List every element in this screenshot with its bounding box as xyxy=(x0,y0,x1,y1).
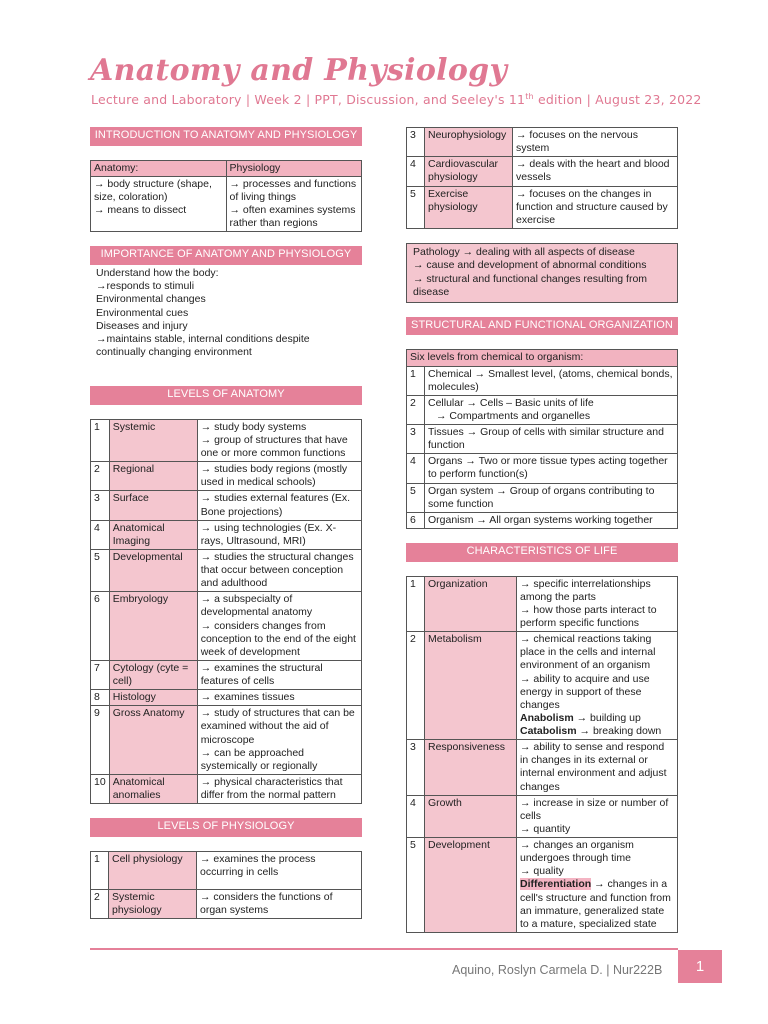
structural-header: Six levels from chemical to organism: xyxy=(407,350,678,366)
table-row: 5 Development → changes an organism undergoes through time → quality Differentiation → changes in a cell's structure and function from an immature, generalized state to a mature, specialized state xyxy=(407,838,678,933)
characteristics-banner: CHARACTERISTICS OF LIFE xyxy=(406,543,678,562)
table-row: 1 Organization → specific interrelationships among the parts → how those parts interact to perform specific functions xyxy=(407,576,678,632)
anatomy-cell: → body structure (shape, size, coloration) → means to dissect xyxy=(91,176,227,232)
pathology-box: Pathology → dealing with all aspects of disease → cause and development of abnormal conditions → structural and functional changes resulting from disease xyxy=(406,243,678,303)
table-row: 6 Organism → All organ systems working together xyxy=(407,512,678,528)
table-row: 3 Responsiveness → ability to sense and respond in changes in its external or internal environment and adjust changes xyxy=(407,740,678,796)
physiology-header: Physiology xyxy=(226,160,362,176)
importance-banner: IMPORTANCE OF ANATOMY AND PHYSIOLOGY xyxy=(90,246,362,265)
table-row: 2 Metabolism → chemical reactions taking place in the cells and internal environment of an organism → ability to acquire and use energy in support of these changes Anabolism → building up Catabolism → breaking down xyxy=(407,632,678,740)
levels-physiology-banner: LEVELS OF PHYSIOLOGY xyxy=(90,818,362,837)
table-row: 2 Cellular → Cells – Basic units of life → Compartments and organelles xyxy=(407,395,678,424)
anatomy-header: Anatomy: xyxy=(91,160,227,176)
document-subtitle: Lecture and Laboratory | Week 2 | PPT, Discussion, and Seeley's 11th edition | August 23, 2022 xyxy=(91,91,702,107)
levels-physiology-table-continued xyxy=(406,127,678,229)
footer-author: Aquino, Roslyn Carmela D. | Nur222B xyxy=(452,963,663,977)
table-row: 6 Embryology → a subspecialty of developmental anatomy → considers changes from conception to the end of the eight week of development xyxy=(91,592,362,661)
characteristics-table xyxy=(406,576,678,933)
table-row: 1 Chemical → Smallest level, (atoms, chemical bonds, molecules) xyxy=(407,366,678,395)
right-column xyxy=(406,127,678,933)
structural-banner: STRUCTURAL AND FUNCTIONAL ORGANIZATION xyxy=(406,317,678,336)
levels-anatomy-banner: LEVELS OF ANATOMY xyxy=(90,386,362,405)
table-row: 4 Anatomical Imaging → using technologies (Ex. X-rays, Ultrasound, MRI) xyxy=(91,520,362,549)
levels-physiology-table xyxy=(90,851,362,920)
table-row: 7 Cytology (cyte = cell) → examines the structural features of cells xyxy=(91,660,362,689)
table-row: 3 Neurophysiology → focuses on the nervous system xyxy=(407,128,678,157)
table-row: 8 Histology → examines tissues xyxy=(91,690,362,706)
table-row: 1 Cell physiology → examines the process occurring in cells xyxy=(91,851,362,889)
table-row: 4 Growth → increase in size or number of cells → quantity xyxy=(407,795,678,837)
table-row: 5 Exercise physiology → focuses on the changes in function and structure caused by exercise xyxy=(407,186,678,228)
table-row: 2 Regional → studies body regions (mostly used in medical schools) xyxy=(91,462,362,491)
intro-banner: INTRODUCTION TO ANATOMY AND PHYSIOLOGY xyxy=(90,127,362,146)
importance-list: Understand how the body: →responds to stimuli Environmental changes Environmental cues Diseases and injury →maintains stable, internal conditions despite continually changing environment xyxy=(96,267,310,358)
page-number: 1 xyxy=(678,950,722,983)
document-title: Anatomy and Physiology xyxy=(90,53,508,88)
left-column xyxy=(90,127,362,919)
physiology-cell: → processes and functions of living things → often examines systems rather than regions xyxy=(226,176,362,232)
table-row: 4 Cardiovascular physiology → deals with the heart and blood vessels xyxy=(407,157,678,186)
table-row: 9 Gross Anatomy → study of structures that can be examined without the aid of microscope → can be approached systemically or regionally xyxy=(91,706,362,775)
table-row: 2 Systemic physiology → considers the functions of organ systems xyxy=(91,890,362,919)
table-row: 3 Surface → studies external features (Ex. Bone projections) xyxy=(91,491,362,520)
table-row: 5 Developmental → studies the structural changes that occur between conception and adulthood xyxy=(91,549,362,591)
structural-table xyxy=(406,349,678,529)
footer-divider xyxy=(90,948,678,950)
table-row: 5 Organ system → Group of organs contributing to some function xyxy=(407,483,678,512)
table-row: 1 Systemic → study body systems → group of structures that have one or more common functions xyxy=(91,419,362,461)
table-row: 4 Organs → Two or more tissue types acting together to perform function(s) xyxy=(407,454,678,483)
anatomy-physiology-table xyxy=(90,160,362,233)
table-row: 3 Tissues → Group of cells with similar structure and function xyxy=(407,425,678,454)
table-row: 10 Anatomical anomalies → physical characteristics that differ from the normal pattern xyxy=(91,774,362,803)
levels-anatomy-table xyxy=(90,419,362,804)
